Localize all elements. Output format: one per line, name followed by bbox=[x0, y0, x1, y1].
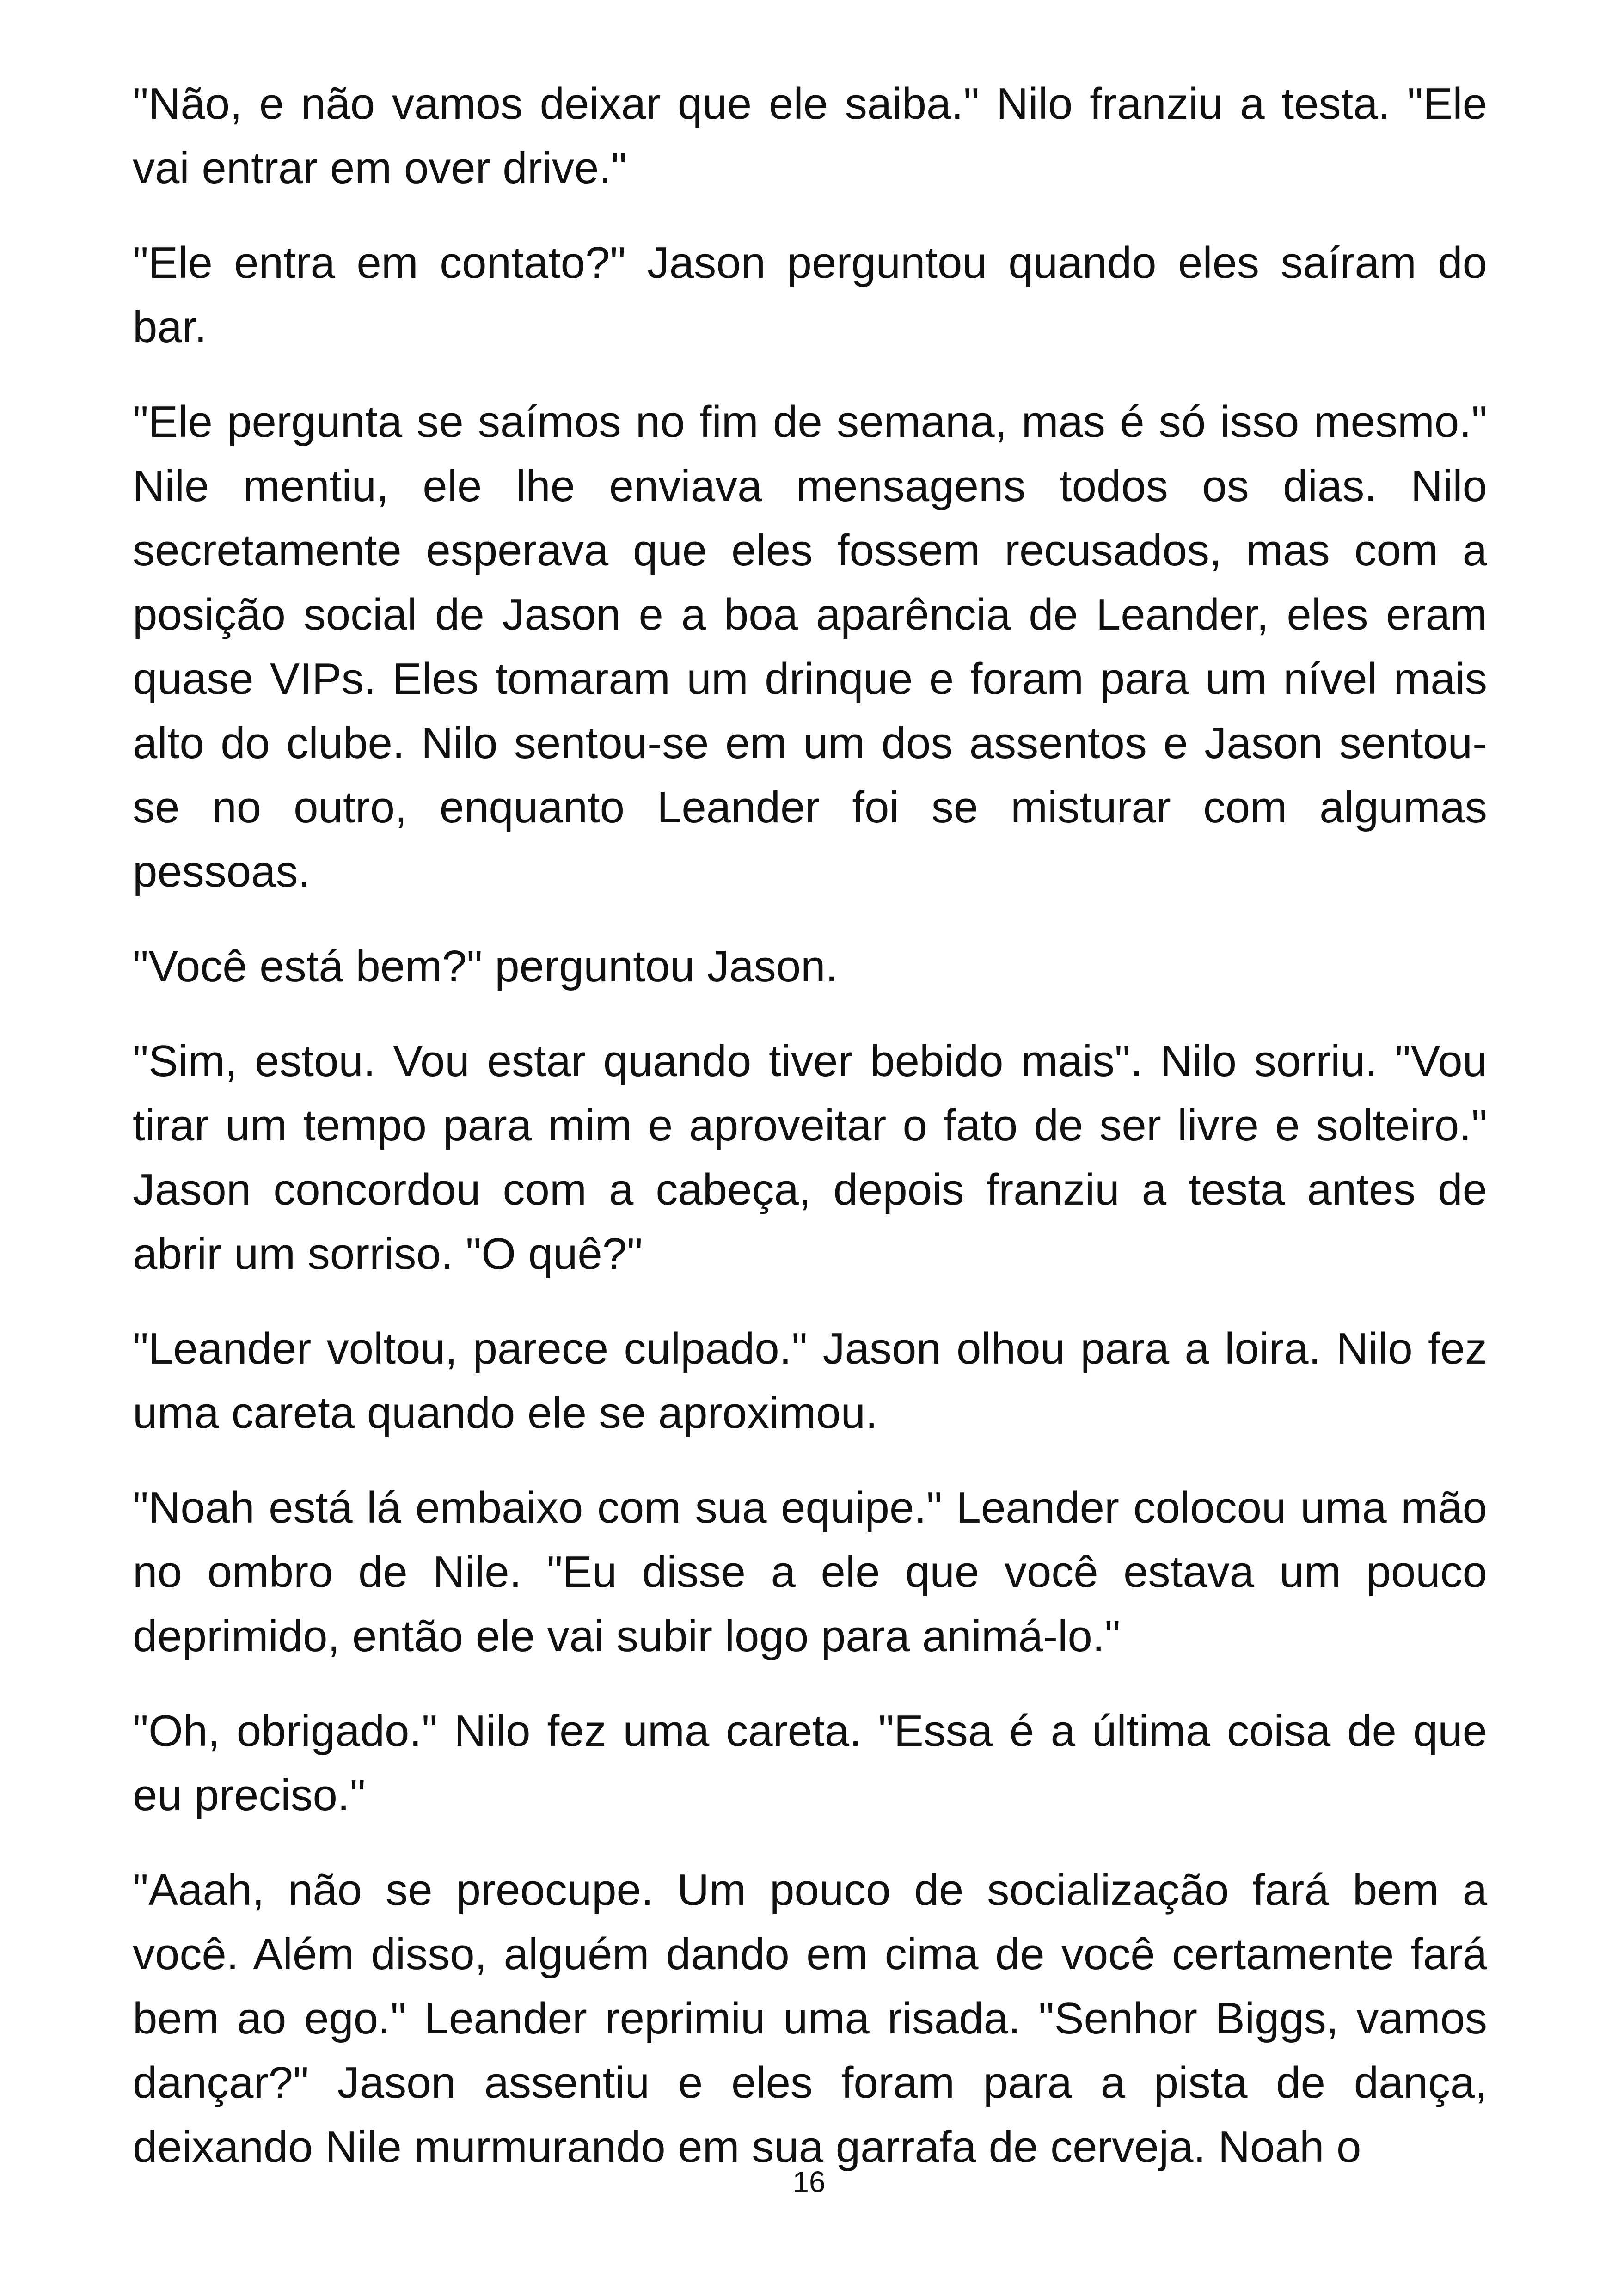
paragraph: "Sim, estou. Vou estar quando tiver bebido mais". Nilo sorriu. "Vou tirar um tempo para mim e aproveitar o fato de ser livre e solteiro." Jason concordou com a cabeça, depois franziu a testa antes de abrir um sorriso. "O quê?" bbox=[133, 1036, 1487, 1279]
paragraph: "Oh, obrigado." Nilo fez uma careta. "Essa é a última coisa de que eu preciso." bbox=[133, 1706, 1487, 1820]
paragraph: "Ele pergunta se saímos no fim de semana, mas é só isso mesmo." Nile mentiu, ele lhe enviava mensagens todos os dias. Nilo secretamente esperava que eles fossem recusados, mas com a posição social de Jason e a boa aparência de Leander, eles eram quase VIPs. Eles tomaram um drinque e foram para um nível mais alto do clube. Nilo sentou-se em um dos assentos e Jason sentou-se no outro, enquanto Leander foi se misturar com algumas pessoas. bbox=[133, 397, 1487, 896]
paragraph: "Noah está lá embaixo com sua equipe." Leander colocou uma mão no ombro de Nile. "Eu disse a ele que você estava um pouco deprimido, então ele vai subir logo para animá-lo." bbox=[133, 1483, 1487, 1661]
body-text bbox=[133, 72, 1487, 2210]
paragraph: "Não, e não vamos deixar que ele saiba." Nilo franziu a testa. "Ele vai entrar em over drive." bbox=[133, 79, 1487, 193]
paragraph: "Aaah, não se preocupe. Um pouco de socialização fará bem a você. Além disso, alguém dando em cima de você certamente fará bem ao ego." Leander reprimiu uma risada. "Senhor Biggs, vamos dançar?" Jason assentiu e eles foram para a pista de dança, deixando Nile murmurando em sua garrafa de cerveja. Noah o bbox=[133, 1865, 1487, 2172]
paragraph: "Ele entra em contato?" Jason perguntou quando eles saíram do bar. bbox=[133, 238, 1487, 352]
paragraph: "Leander voltou, parece culpado." Jason olhou para a loira. Nilo fez uma careta quando ele se aproximou. bbox=[133, 1324, 1487, 1438]
page-number: 16 bbox=[792, 2165, 826, 2198]
paragraph: "Você está bem?" perguntou Jason. bbox=[133, 942, 838, 991]
